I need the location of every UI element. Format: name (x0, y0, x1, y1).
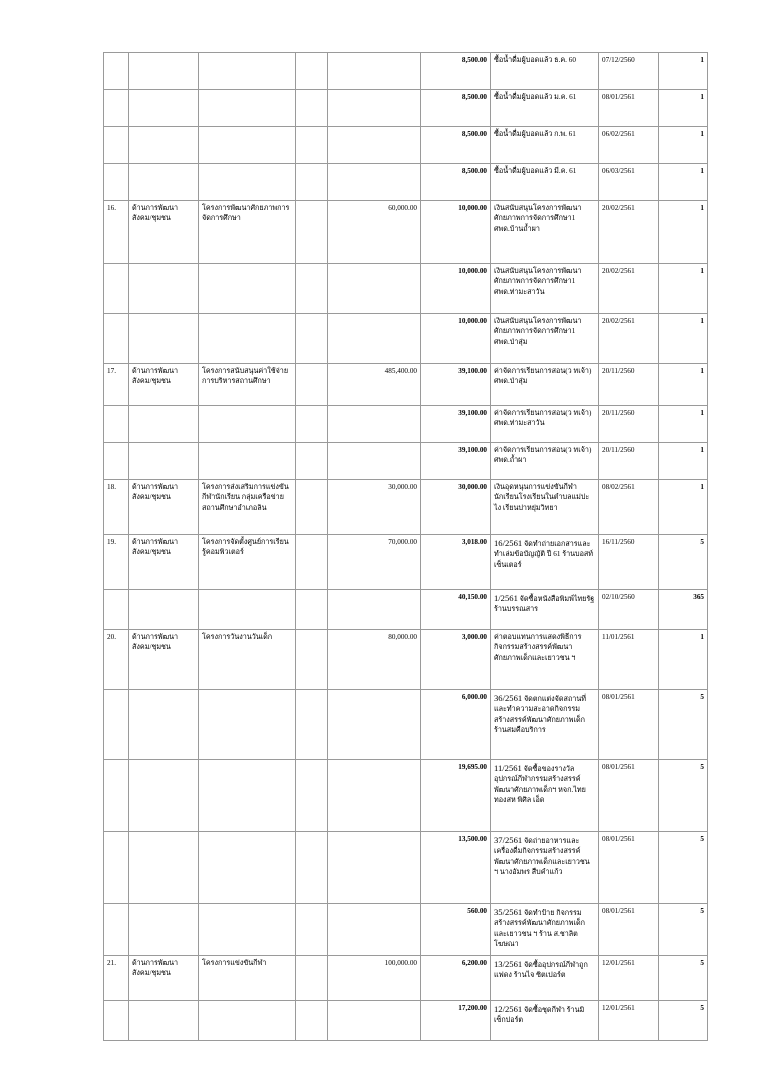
quantity-cell: 1 (659, 364, 708, 406)
project-cell (199, 904, 296, 956)
description-cell (491, 590, 599, 630)
transaction-date-cell: 06/02/2561 (599, 127, 659, 164)
description-cell: เงินสนับสนุนโครงการพัฒนาศักยภาพการจัดการศึกษา1 ศพด.ป่าสุ่ม (491, 314, 599, 364)
category-cell (129, 690, 199, 760)
description-cell: ค่าจัดการเรียนการสอน(ว ทเจ้า) ศพด.ป่าสุ่ม (491, 364, 599, 406)
description-text: จัดทำป้าย กิจกรรมสร้างสรรค์พัฒนาศักยภาพเด็กและเยาวชน ฯ ร้าน ส.ชาลิต โฆษณา (494, 909, 586, 949)
description-cell (491, 535, 599, 590)
category-cell (129, 760, 199, 832)
spare-cell (296, 832, 328, 904)
project-cell: โครงการพัฒนาศักยภาพการจัดการศึกษา (199, 201, 296, 264)
table-row (104, 364, 708, 406)
table-row (104, 201, 708, 264)
row-number: 21. (104, 956, 129, 1001)
table-row (104, 832, 708, 904)
table-row (104, 314, 708, 364)
transaction-date-cell: 08/01/2561 (599, 760, 659, 832)
quantity-cell: 1 (659, 53, 708, 90)
spare-cell (296, 630, 328, 690)
spare-cell (296, 690, 328, 760)
transaction-date-cell: 20/11/2560 (599, 364, 659, 406)
spent-amount-cell: 39,100.00 (421, 364, 491, 406)
table-row (104, 480, 708, 535)
category-cell (129, 832, 199, 904)
transaction-date-cell: 08/01/2561 (599, 832, 659, 904)
description-cell: เงินสนับสนุนโครงการพัฒนาศักยภาพการจัดการศึกษา1 ศพด.บ้านถ้ำผา (491, 201, 599, 264)
description-cell (491, 832, 599, 904)
budget-amount-cell (328, 690, 421, 760)
row-number (104, 314, 129, 364)
row-number (104, 904, 129, 956)
budget-amount-cell: 485,400.00 (328, 364, 421, 406)
description-cell: ซื้อน้ำดื่มผู้บอดแล้ว ธ.ค. 60 (491, 53, 599, 90)
spare-cell (296, 53, 328, 90)
category-cell (129, 164, 199, 201)
budget-amount-cell: 70,000.00 (328, 535, 421, 590)
row-number (104, 1001, 129, 1041)
document-reference-number: 35/2561 (494, 907, 523, 917)
spare-cell (296, 406, 328, 443)
budget-amount-cell (328, 314, 421, 364)
row-number: 20. (104, 630, 129, 690)
spent-amount-cell: 10,000.00 (421, 201, 491, 264)
spent-amount-cell: 3,018.00 (421, 535, 491, 590)
budget-amount-cell (328, 443, 421, 480)
transaction-date-cell: 12/01/2561 (599, 1001, 659, 1041)
quantity-cell: 1 (659, 443, 708, 480)
description-cell: เงินสนับสนุนโครงการพัฒนาศักยภาพการจัดการศึกษา1 ศพด.ท่ามะสาวัน (491, 264, 599, 314)
table-row (104, 53, 708, 90)
quantity-cell: 5 (659, 690, 708, 760)
transaction-date-cell: 08/01/2561 (599, 90, 659, 127)
transaction-date-cell: 20/02/2561 (599, 264, 659, 314)
category-cell (129, 53, 199, 90)
document-reference-number: 11/2561 (494, 763, 522, 773)
quantity-cell: 1 (659, 480, 708, 535)
row-number: 17. (104, 364, 129, 406)
budget-amount-cell: 30,000.00 (328, 480, 421, 535)
description-cell: ค่าจัดการเรียนการสอน(ว ทเจ้า) ศพด.ถ้ำผา (491, 443, 599, 480)
table-row (104, 1001, 708, 1041)
category-cell (129, 314, 199, 364)
description-cell (491, 1001, 599, 1041)
description-text: จัดถ่ายอาหารและเครื่องดื่มกิจกรรมสร้างสรรค์พัฒนาศักยภาพเด็กและเยาวชน ฯ นางอัมพร สืบคำแก้ว (494, 837, 590, 877)
category-cell (129, 443, 199, 480)
budget-amount-cell: 60,000.00 (328, 201, 421, 264)
table-row (104, 535, 708, 590)
table-row (104, 443, 708, 480)
category-cell: ด้านการพัฒนาสังคม/ชุมชน (129, 201, 199, 264)
budget-amount-cell (328, 164, 421, 201)
description-cell: ค่าตอบแทนการแสดงพิธีการ กิจกรรมสร้างสรรค์พัฒนาศักยภาพเด็กและเยาวชน ฯ (491, 630, 599, 690)
table-row (104, 264, 708, 314)
budget-ledger-table (103, 52, 708, 1041)
description-text: จัดซื้อหนังสือพิมพ์ไทยรัฐ ร้านบรรณสาร (494, 595, 595, 614)
budget-amount-cell (328, 904, 421, 956)
quantity-cell: 365 (659, 590, 708, 630)
table-row (104, 127, 708, 164)
spare-cell (296, 480, 328, 535)
table-row (104, 760, 708, 832)
spare-cell (296, 90, 328, 127)
ledger-table-wrapper (103, 52, 707, 1041)
project-cell (199, 590, 296, 630)
ledger-table-body (104, 53, 708, 1041)
project-cell (199, 406, 296, 443)
spent-amount-cell: 3,000.00 (421, 630, 491, 690)
quantity-cell: 5 (659, 904, 708, 956)
project-cell (199, 314, 296, 364)
description-text: จัดทำถ่ายเอกสารและทำเล่มข้อบัญญัติ ปี 61 ร้านบอสท์ เซ็นเตอร์ (494, 540, 594, 569)
row-number (104, 264, 129, 314)
spent-amount-cell: 8,500.00 (421, 90, 491, 127)
description-text: จัดตกแต่งจัดสถานที่และทำความสะอาดกิจกรรมสร้างสรรค์พัฒนาศักยภาพเด็ก ร้านสมคือบริการ (494, 695, 586, 735)
description-cell: ซื้อน้ำดื่มผู้บอดแล้ว มี.ค. 61 (491, 164, 599, 201)
description-cell: เงินอุดหนุนการแข่งขันกีฬานักเรียนโรงเรียนในตำบลแม่ปะไง เรียนปาหยุ่มวิทยา (491, 480, 599, 535)
spent-amount-cell: 30,000.00 (421, 480, 491, 535)
transaction-date-cell: 02/10/2560 (599, 590, 659, 630)
quantity-cell: 1 (659, 630, 708, 690)
transaction-date-cell: 06/03/2561 (599, 164, 659, 201)
row-number (104, 760, 129, 832)
spare-cell (296, 314, 328, 364)
spare-cell (296, 364, 328, 406)
description-cell: ซื้อน้ำดื่มผู้บอดแล้ว ก.พ. 61 (491, 127, 599, 164)
budget-amount-cell (328, 53, 421, 90)
transaction-date-cell: 12/01/2561 (599, 956, 659, 1001)
row-number: 19. (104, 535, 129, 590)
row-number (104, 164, 129, 201)
budget-amount-cell (328, 832, 421, 904)
transaction-date-cell: 08/01/2561 (599, 690, 659, 760)
row-number (104, 127, 129, 164)
project-cell (199, 832, 296, 904)
spent-amount-cell: 8,500.00 (421, 127, 491, 164)
quantity-cell: 5 (659, 832, 708, 904)
spent-amount-cell: 39,100.00 (421, 406, 491, 443)
row-number (104, 832, 129, 904)
project-cell (199, 690, 296, 760)
description-cell (491, 690, 599, 760)
category-cell (129, 590, 199, 630)
transaction-date-cell: 08/02/2561 (599, 480, 659, 535)
description-cell: ค่าจัดการเรียนการสอน(ว ทเจ้า) ศพด.ท่ามะสาวัน (491, 406, 599, 443)
spare-cell (296, 904, 328, 956)
description-cell (491, 956, 599, 1001)
document-reference-number: 16/2561 (494, 538, 523, 548)
quantity-cell: 1 (659, 264, 708, 314)
document-reference-number: 1/2561 (494, 593, 518, 603)
row-number (104, 690, 129, 760)
project-cell (199, 164, 296, 201)
spent-amount-cell: 560.00 (421, 904, 491, 956)
transaction-date-cell: 20/02/2561 (599, 201, 659, 264)
project-cell: โครงการแข่งขันกีฬา (199, 956, 296, 1001)
spare-cell (296, 1001, 328, 1041)
document-reference-number: 37/2561 (494, 835, 523, 845)
table-row (104, 406, 708, 443)
budget-amount-cell (328, 406, 421, 443)
spent-amount-cell: 8,500.00 (421, 53, 491, 90)
budget-amount-cell (328, 264, 421, 314)
row-number (104, 53, 129, 90)
description-text: จัดซื้อชุดกีฬา ร้านมิเซ็กปอร์ต (494, 1006, 585, 1025)
row-number: 16. (104, 201, 129, 264)
category-cell: ด้านการพัฒนาสังคม/ชุมชน (129, 630, 199, 690)
transaction-date-cell: 11/01/2561 (599, 630, 659, 690)
project-cell (199, 264, 296, 314)
spent-amount-cell: 6,200.00 (421, 956, 491, 1001)
spare-cell (296, 590, 328, 630)
spent-amount-cell: 6,000.00 (421, 690, 491, 760)
project-cell: โครงการส่งเสริมการแข่งขันกีฬานักเรียน กลุ่มเครือข่ายสถานศึกษาอำเภอลิน (199, 480, 296, 535)
spare-cell (296, 535, 328, 590)
project-cell (199, 1001, 296, 1041)
spare-cell (296, 164, 328, 201)
spare-cell (296, 201, 328, 264)
category-cell: ด้านการพัฒนาสังคม/ชุมชน (129, 956, 199, 1001)
quantity-cell: 5 (659, 760, 708, 832)
document-reference-number: 12/2561 (494, 1004, 523, 1014)
transaction-date-cell: 08/01/2561 (599, 904, 659, 956)
spent-amount-cell: 10,000.00 (421, 314, 491, 364)
description-text: จัดซื้อของรางวัลอุปกรณ์กีฬากรรมสร้างสรรค์พัฒนาศักยภาพเด็กฯ หจก.ไทยทองสห พิศิล เอ็ด (494, 765, 586, 805)
budget-amount-cell (328, 760, 421, 832)
spare-cell (296, 127, 328, 164)
row-number (104, 443, 129, 480)
spent-amount-cell: 19,695.00 (421, 760, 491, 832)
spent-amount-cell: 8,500.00 (421, 164, 491, 201)
row-number: 18. (104, 480, 129, 535)
quantity-cell: 1 (659, 314, 708, 364)
description-text: จัดซื้ออุปกรณ์กีฬาถูกแฟดง ร้านไจ ซิตเปอร์ต (494, 961, 588, 980)
category-cell: ด้านการพัฒนาสังคม/ชุมชน (129, 364, 199, 406)
category-cell: ด้านการพัฒนาสังคม/ชุมชน (129, 535, 199, 590)
row-number (104, 90, 129, 127)
budget-amount-cell: 100,000.00 (328, 956, 421, 1001)
row-number (104, 590, 129, 630)
category-cell: ด้านการพัฒนาสังคม/ชุมชน (129, 480, 199, 535)
category-cell (129, 90, 199, 127)
project-cell: โครงการจัดตั้งศูนย์การเรียนรู้คอมพิวเตอร์ (199, 535, 296, 590)
table-row (104, 956, 708, 1001)
spare-cell (296, 956, 328, 1001)
table-row (104, 690, 708, 760)
project-cell (199, 90, 296, 127)
spare-cell (296, 264, 328, 314)
description-cell (491, 760, 599, 832)
transaction-date-cell: 16/11/2560 (599, 535, 659, 590)
transaction-date-cell: 20/02/2561 (599, 314, 659, 364)
row-number (104, 406, 129, 443)
category-cell (129, 1001, 199, 1041)
category-cell (129, 406, 199, 443)
budget-amount-cell (328, 127, 421, 164)
project-cell (199, 53, 296, 90)
spent-amount-cell: 17,200.00 (421, 1001, 491, 1041)
project-cell: โครงการวันงานวันเด็ก (199, 630, 296, 690)
transaction-date-cell: 07/12/2560 (599, 53, 659, 90)
quantity-cell: 5 (659, 956, 708, 1001)
budget-amount-cell (328, 590, 421, 630)
category-cell (129, 127, 199, 164)
category-cell (129, 904, 199, 956)
table-row (104, 90, 708, 127)
table-row (104, 904, 708, 956)
description-cell (491, 904, 599, 956)
description-cell: ซื้อน้ำดื่มผู้บอดแล้ว ม.ค. 61 (491, 90, 599, 127)
table-row (104, 590, 708, 630)
quantity-cell: 1 (659, 127, 708, 164)
quantity-cell: 1 (659, 201, 708, 264)
table-row (104, 630, 708, 690)
spent-amount-cell: 40,150.00 (421, 590, 491, 630)
budget-amount-cell (328, 1001, 421, 1041)
budget-amount-cell: 80,000.00 (328, 630, 421, 690)
spare-cell (296, 443, 328, 480)
table-row (104, 164, 708, 201)
project-cell (199, 760, 296, 832)
spare-cell (296, 760, 328, 832)
project-cell (199, 127, 296, 164)
spent-amount-cell: 39,100.00 (421, 443, 491, 480)
document-reference-number: 36/2561 (494, 693, 523, 703)
quantity-cell: 5 (659, 1001, 708, 1041)
document-reference-number: 13/2561 (494, 959, 523, 969)
budget-amount-cell (328, 90, 421, 127)
transaction-date-cell: 20/11/2560 (599, 443, 659, 480)
quantity-cell: 1 (659, 406, 708, 443)
spent-amount-cell: 10,000.00 (421, 264, 491, 314)
quantity-cell: 1 (659, 90, 708, 127)
quantity-cell: 1 (659, 164, 708, 201)
quantity-cell: 5 (659, 535, 708, 590)
spent-amount-cell: 13,500.00 (421, 832, 491, 904)
category-cell (129, 264, 199, 314)
project-cell: โครงการสนับสนุนค่าใช้จ่ายการบริหารสถานศึกษา (199, 364, 296, 406)
transaction-date-cell: 20/11/2560 (599, 406, 659, 443)
project-cell (199, 443, 296, 480)
